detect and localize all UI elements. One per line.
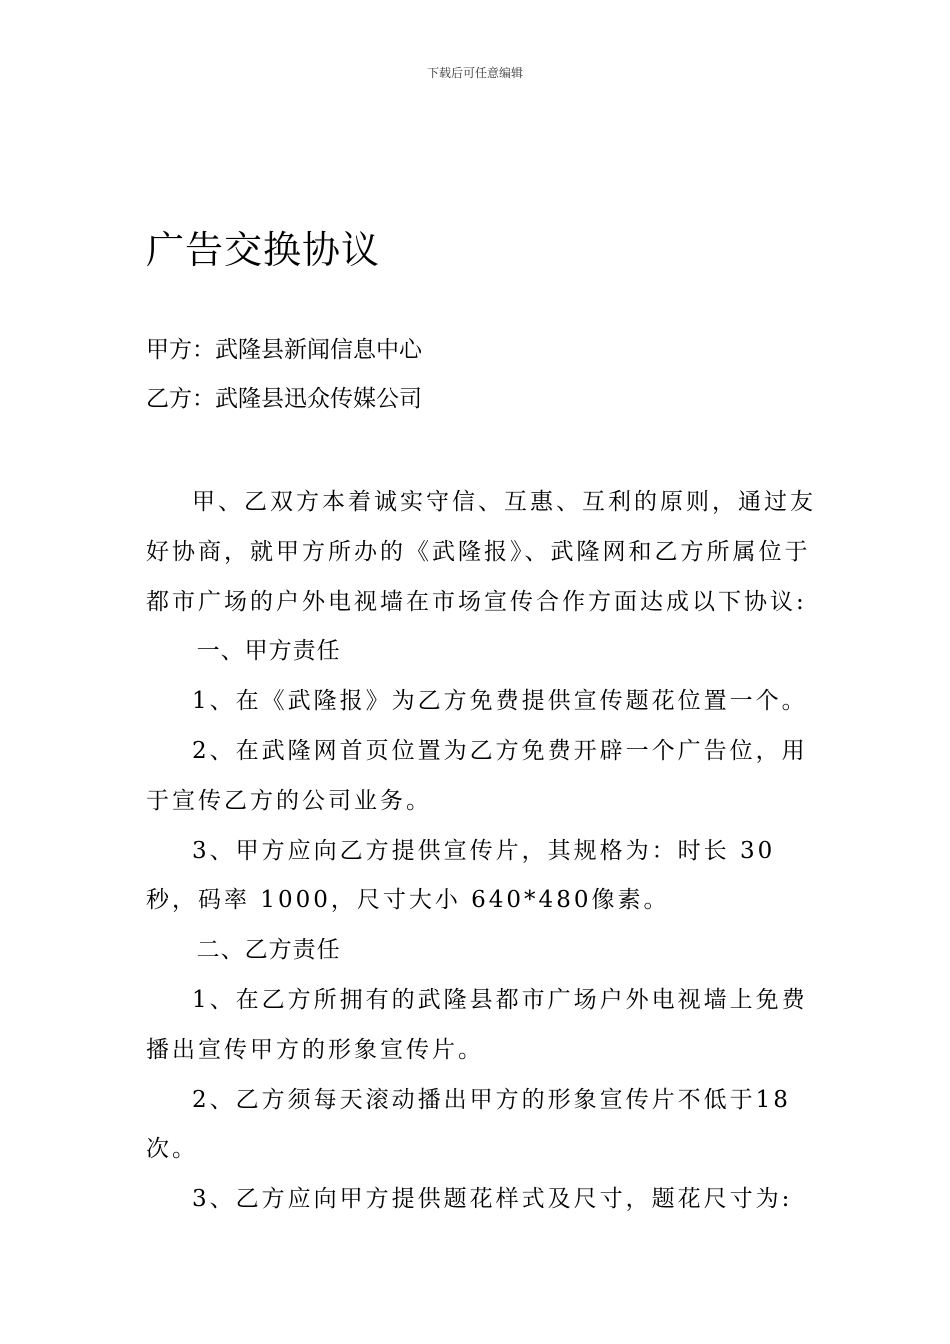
- section2-item-2: 2、乙方须每天滚动播出甲方的形象宣传片不低于18次。: [146, 1086, 791, 1163]
- section1-item-1: 1、在《武隆报》为乙方免费提供宣传题花位置一个。: [192, 688, 808, 715]
- section-heading-party-a: 一、甲方责任: [196, 638, 341, 665]
- party-a-line: 甲方：武隆县新闻信息中心: [146, 337, 422, 363]
- section1-item-2: 2、在武隆网首页位置为乙方免费开辟一个广告位，用于宣传乙方的公司业务。: [146, 737, 808, 814]
- document-title: 广告交换协议: [146, 228, 381, 272]
- party-b-line: 乙方：武隆县迅众传媒公司: [146, 386, 422, 412]
- section2-item-1: 1、在乙方所拥有的武隆县都市广场户外电视墙上免费播出宣传甲方的形象宣传片。: [146, 986, 808, 1063]
- section-heading-party-b: 二、乙方责任: [196, 937, 341, 964]
- intro-paragraph: 甲、乙双方本着诚实守信、互惠、互利的原则，通过友好协商，就甲方所办的《武隆报》、武隆网和乙方所属位于都市广场的户外电视墙在市场宣传合作方面达成以下协议:: [146, 489, 816, 615]
- page-header-note: 下载后可任意编辑: [426, 66, 523, 80]
- agreement-body: [146, 478, 816, 1225]
- section2-item-3: 3、乙方应向甲方提供题花样式及尺寸，题花尺寸为:: [192, 1186, 793, 1213]
- section1-item-3: 3、甲方应向乙方提供宣传片，其规格为：时长 30秒，码率 1000，尺寸大小 640*480像素。: [146, 837, 776, 914]
